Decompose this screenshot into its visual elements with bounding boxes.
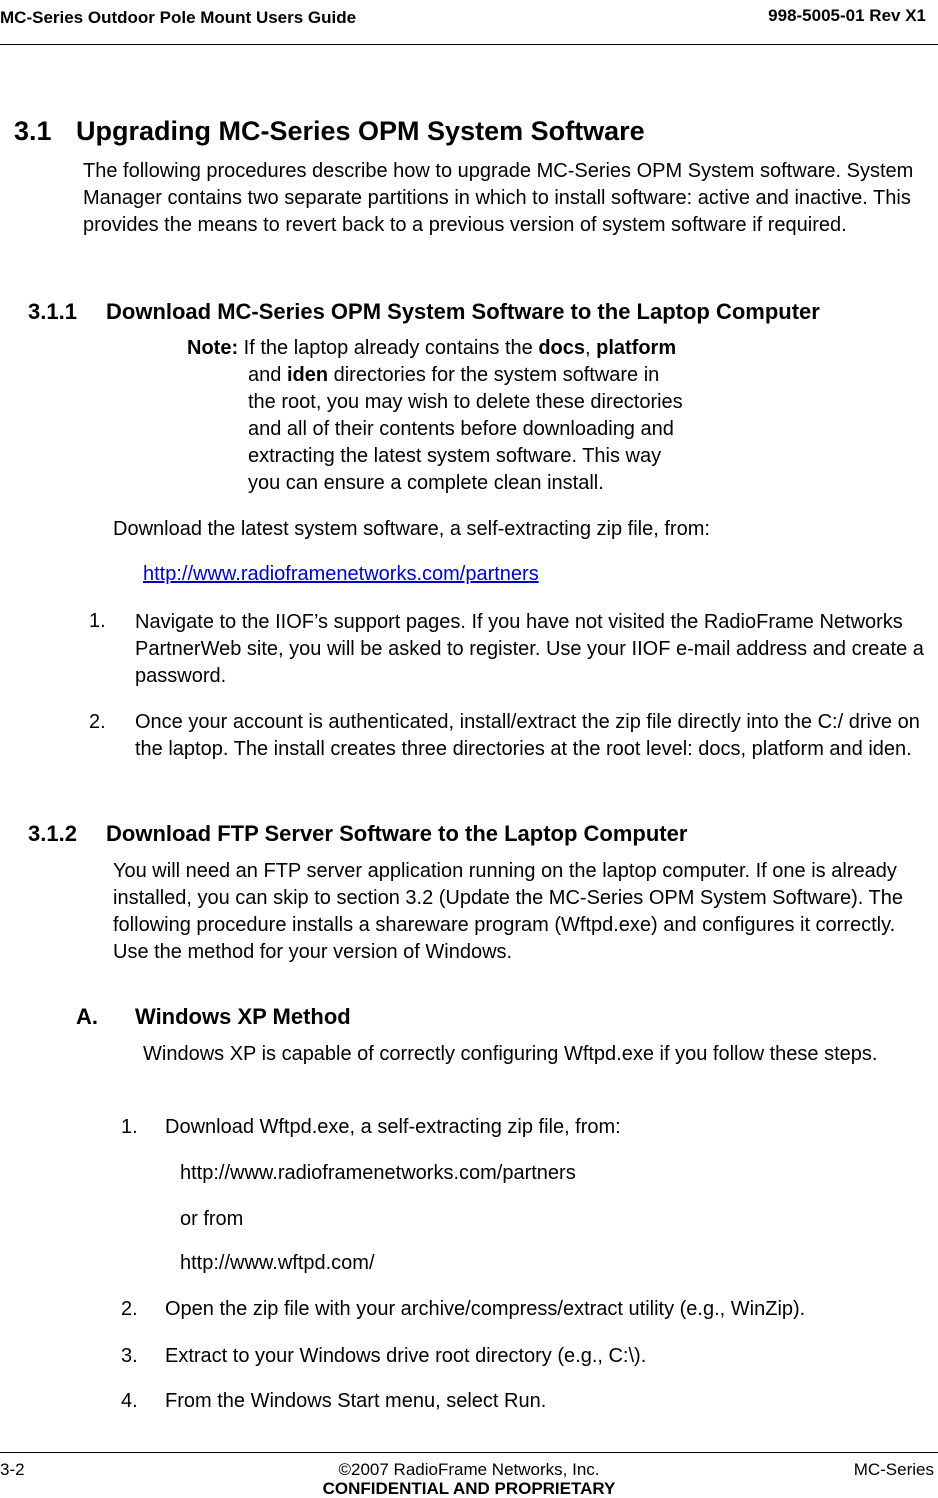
section-title: Upgrading MC-Series OPM System Software xyxy=(76,116,645,146)
copyright: ©2007 RadioFrame Networks, Inc. xyxy=(338,1460,600,1479)
footer-rule xyxy=(0,1452,938,1453)
footer-center xyxy=(0,1460,938,1498)
note-line-4: and all of their contents before downloading and xyxy=(248,418,674,440)
partners-link[interactable]: http://www.radioframenetworks.com/partners xyxy=(143,563,539,585)
step-text: From the Windows Start menu, select Run. xyxy=(165,1390,547,1412)
section-number: 3.1.1 xyxy=(28,299,77,324)
section-title: Download FTP Server Software to the Laptop Computer xyxy=(106,821,688,846)
step-number: 1. xyxy=(89,610,106,632)
section-3-1-2-intro: You will need an FTP server application running on the laptop computer. If one is already installed, you can skip to section 3.2 (Update the MC-Series OPM System Software). The following procedure installs a shareware program (Wftpd.exe) and configures it correctly. Use the method for your version of Windows. xyxy=(113,860,903,963)
section-3-1-2-heading xyxy=(28,821,687,847)
header-rule xyxy=(0,44,938,45)
note-line-6: you can ensure a complete clean install. xyxy=(248,472,604,494)
section-number: 3.1.2 xyxy=(28,821,77,846)
step-number: 2. xyxy=(89,711,106,733)
method-a-letter: A. xyxy=(76,1004,98,1029)
step-text: Extract to your Windows drive root directory (e.g., C:\). xyxy=(165,1345,647,1367)
or-from: or from xyxy=(180,1208,244,1230)
step-text: Navigate to the IIOF’s support pages. If you have not visited the RadioFrame Networks PartnerWeb site, you will be asked to register. Use your IIOF e-mail address and create a password. xyxy=(135,611,924,687)
page-number: 3-2 xyxy=(0,1460,25,1479)
header-left: MC-Series Outdoor Pole Mount Users Guide xyxy=(0,8,357,27)
footer-right: MC-Series xyxy=(853,1460,934,1479)
step-number: 4. xyxy=(121,1390,138,1412)
section-3-1-heading xyxy=(14,116,645,147)
wftpd-url-1: http://www.radioframenetworks.com/partners xyxy=(180,1162,576,1184)
note-line-1: Note: If the laptop already contains the docs, platform xyxy=(187,337,677,359)
section-3-1-intro: The following procedures describe how to upgrade MC-Series OPM System software. System Manager contains two separate partitions in which to install software: active and inactive. This provides the means to revert back to a previous version of system software if required. xyxy=(83,160,914,236)
step-number: 1. xyxy=(121,1116,138,1138)
step-text: Once your account is authenticated, install/extract the zip file directly into the C:/ drive on the laptop. The install creates three directories at the root level: docs, platform and iden. xyxy=(135,711,920,760)
method-a-title: Windows XP Method xyxy=(135,1004,351,1029)
step-number: 2. xyxy=(121,1298,138,1320)
step-text: Open the zip file with your archive/compress/extract utility (e.g., WinZip). xyxy=(165,1298,806,1320)
section-3-1-1-heading xyxy=(28,299,820,325)
method-a-intro: Windows XP is capable of correctly configuring Wftpd.exe if you follow these steps. xyxy=(143,1043,878,1065)
step-number: 3. xyxy=(121,1345,138,1367)
note-block xyxy=(187,335,787,497)
download-instruction: Download the latest system software, a self-extracting zip file, from: xyxy=(113,518,710,540)
note-line-3: the root, you may wish to delete these directories xyxy=(248,391,683,413)
section-title: Download MC-Series OPM System Software to the Laptop Computer xyxy=(106,299,820,324)
note-line-5: extracting the latest system software. This way xyxy=(248,445,662,467)
note-line-2: and iden directories for the system software in xyxy=(248,364,660,386)
note-label: Note: xyxy=(187,337,239,359)
wftpd-url-2: http://www.wftpd.com/ xyxy=(180,1252,375,1274)
section-number: 3.1 xyxy=(14,116,52,146)
confidential-notice: CONFIDENTIAL AND PROPRIETARY xyxy=(322,1479,616,1498)
header-right: 998-5005-01 Rev X1 xyxy=(768,6,926,25)
step-text: Download Wftpd.exe, a self-extracting zip file, from: xyxy=(165,1116,621,1138)
